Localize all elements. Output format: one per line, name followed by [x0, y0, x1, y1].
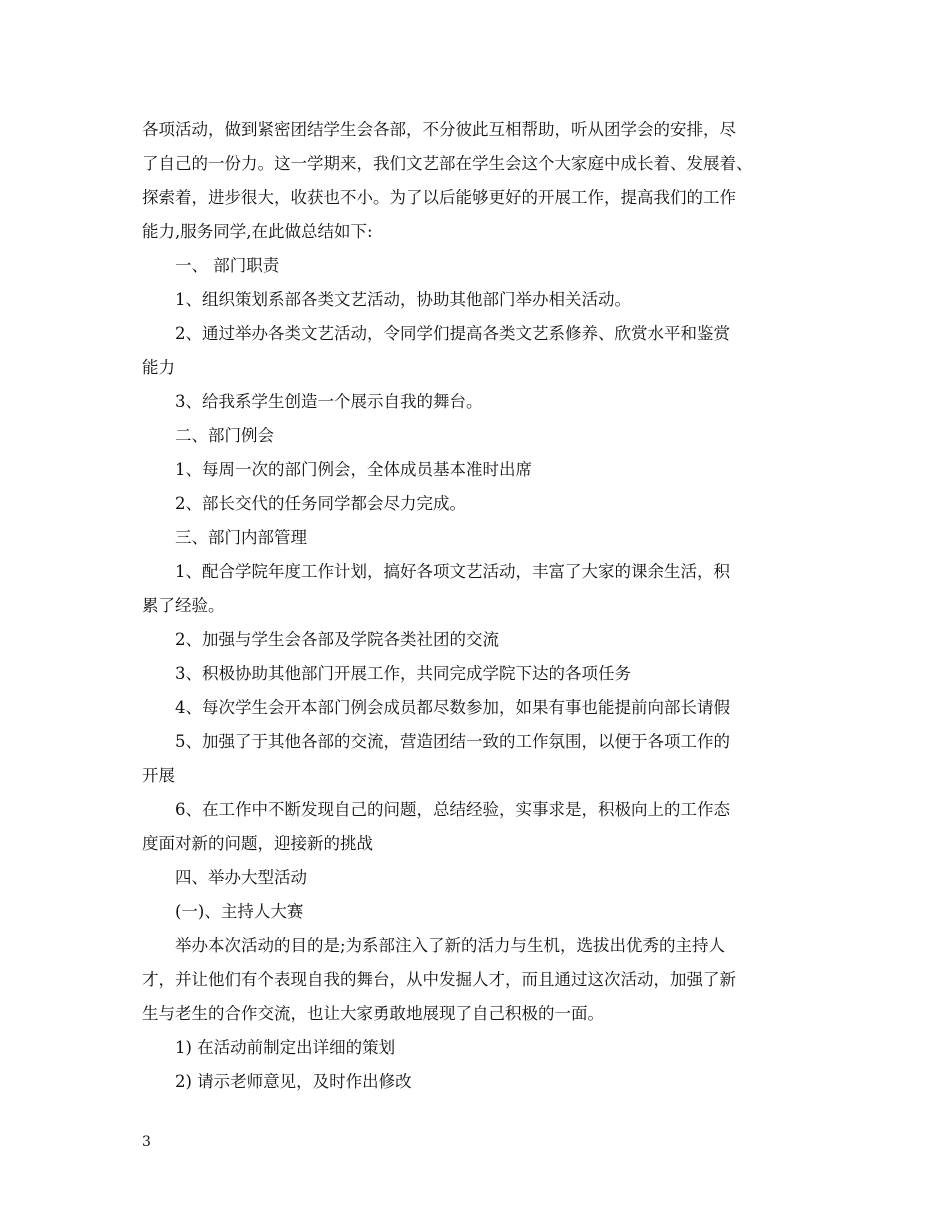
text-line: 累了经验。: [142, 596, 225, 615]
text-line: 2) 请示老师意见，及时作出修改: [175, 1072, 412, 1091]
text-line: 3、积极协助其他部门开展工作，共同完成学院下达的各项任务: [175, 664, 631, 683]
text-line: 3、给我系学生创造一个展示自我的舞台。: [175, 392, 483, 411]
text-line: 1、组织策划系部各类文艺活动，协助其他部门举办相关活动。: [175, 290, 631, 309]
document-body: [142, 113, 810, 1099]
text-line: 才，并让他们有个表现自我的舞台，从中发掘人才，而且通过这次活动，加强了新: [142, 970, 736, 989]
text-line: 6、在工作中不断发现自己的问题，总结经验，实事求是，积极向上的工作态: [175, 800, 730, 819]
text-line: 1、每周一次的部门例会，全体成员基本准时出席: [175, 460, 532, 479]
text-line: 能力: [142, 358, 175, 377]
text-line: 4、每次学生会开本部门例会成员都尽数参加，如果有事也能提前向部长请假: [175, 698, 730, 717]
text-line: 探索着，进步很大，收获也不小。为了以后能够更好的开展工作，提高我们的工作: [142, 188, 736, 207]
text-line: 一、 部门职责: [175, 256, 280, 275]
text-line: 了自己的一份力。这一学期来，我们文艺部在学生会这个大家庭中成长着、发展着、: [142, 154, 753, 173]
text-line: 生与老生的合作交流，也让大家勇敢地展现了自己积极的一面。: [142, 1004, 604, 1023]
text-line: 2、加强与学生会各部及学院各类社团的交流: [175, 630, 499, 649]
text-line: 各项活动，做到紧密团结学生会各部，不分彼此互相帮助，听从团学会的安排，尽: [142, 120, 736, 139]
text-line: 2、通过举办各类文艺活动，令同学们提高各类文艺系修养、欣赏水平和鉴赏: [175, 324, 730, 343]
text-line: 1、配合学院年度工作计划，搞好各项文艺活动，丰富了大家的课余生活，积: [175, 562, 730, 581]
text-line: 5、加强了于其他各部的交流，营造团结一致的工作氛围，以便于各项工作的: [175, 732, 730, 751]
text-line: 能力,服务同学,在此做总结如下:: [142, 222, 373, 241]
text-line: 开展: [142, 766, 175, 785]
page-number: 3: [142, 1134, 151, 1150]
text-line: 1) 在活动前制定出详细的策划: [175, 1038, 396, 1057]
text-line: 2、部长交代的任务同学都会尽力完成。: [175, 494, 466, 513]
text-line: 四、举办大型活动: [175, 868, 307, 887]
text-line: 度面对新的问题，迎接新的挑战: [142, 834, 373, 853]
text-line: 二、部门例会: [175, 426, 274, 445]
text-line: (一)、主持人大赛: [175, 902, 304, 921]
text-line: 三、部门内部管理: [175, 528, 307, 547]
text-line: 举办本次活动的目的是;为系部注入了新的活力与生机，选拔出优秀的主持人: [175, 936, 726, 955]
